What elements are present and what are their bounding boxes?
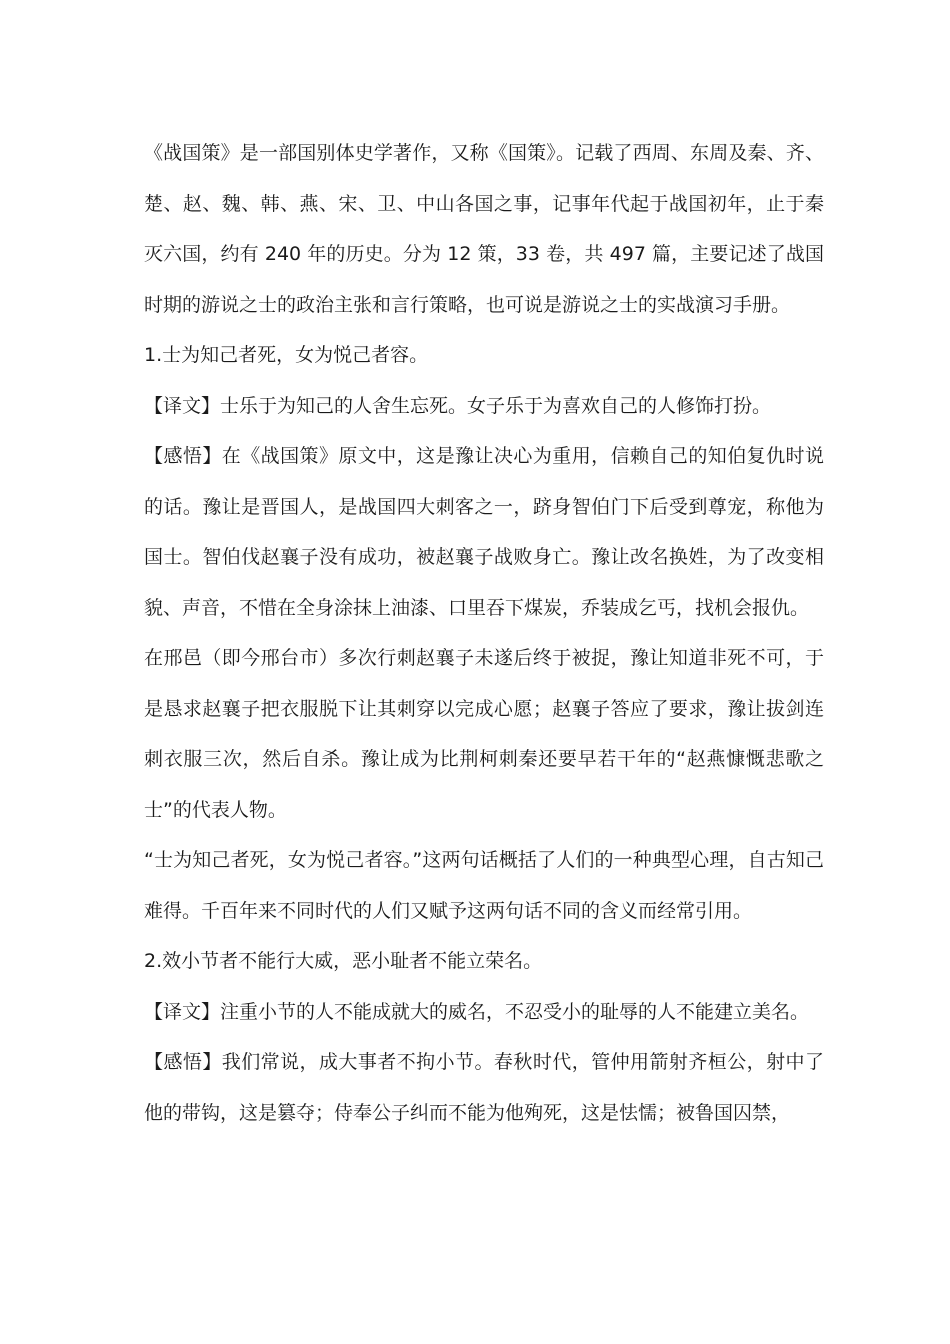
article-body bbox=[144, 128, 824, 1138]
quote-1-heading: 1.士为知己者死，女为悦己者容。 bbox=[144, 344, 429, 366]
quote-1-translation: 【译文】士乐于为知己的人舍生忘死。女子乐于为喜欢自己的人修饰打扮。 bbox=[144, 394, 772, 417]
quote-2-translation: 【译文】注重小节的人不能成就大的威名，不忍受小的耻辱的人不能建立美名。 bbox=[144, 1000, 810, 1023]
quote-1-summary-paragraph: “士为知己者死，女为悦己者容。”这两句话概括了人们的一种典型心理，自古知己难得。千百年来不同时代的人们又赋予这两句话不同的含义而经常引用。 bbox=[144, 849, 824, 922]
quote-2-reflection: 【感悟】我们常说，成大事者不拘小节。春秋时代，管仲用箭射齐桓公，射中了他的带钩，这是篡夺；侍奉公子纠而不能为他殉死，这是怯懦；被鲁国囚禁， bbox=[144, 1051, 824, 1124]
intro-paragraph: 《战国策》是一部国别体史学著作，又称《国策》。记载了西周、东周及秦、齐、楚、赵、魏、韩、燕、宋、卫、中山各国之事，记事年代起于战国初年，止于秦灭六国，约有 240 年的历史。分为 12 策，33 卷，共 497 篇，主要记述了战国时期的游说之士的政治主张和言行策略，也可说是游说之士的实战演习手册。 bbox=[144, 142, 824, 316]
quote-2-heading: 2.效小节者不能行大威，恶小耻者不能立荣名。 bbox=[144, 950, 543, 972]
quote-1-reflection: 【感悟】在《战国策》原文中，这是豫让决心为重用，信赖自己的知伯复仇时说的话。豫让是晋国人，是战国四大刺客之一，跻身智伯门下后受到尊宠，称他为国士。智伯伐赵襄子没有成功，被赵襄子战败身亡。豫让改名换姓，为了改变相貌、声音，不惜在全身涂抹上油漆、口里吞下煤炭，乔装成乞丐，找机会报仇。 bbox=[144, 445, 824, 619]
quote-1-story-paragraph: 在邢邑（即今邢台市）多次行刺赵襄子未遂后终于被捉，豫让知道非死不可，于是恳求赵襄子把衣服脱下让其刺穿以完成心愿；赵襄子答应了要求，豫让拔剑连刺衣服三次，然后自杀。豫让成为比荆柯刺秦还要早若干年的“赵燕慷慨悲歌之士”的代表人物。 bbox=[144, 647, 824, 821]
